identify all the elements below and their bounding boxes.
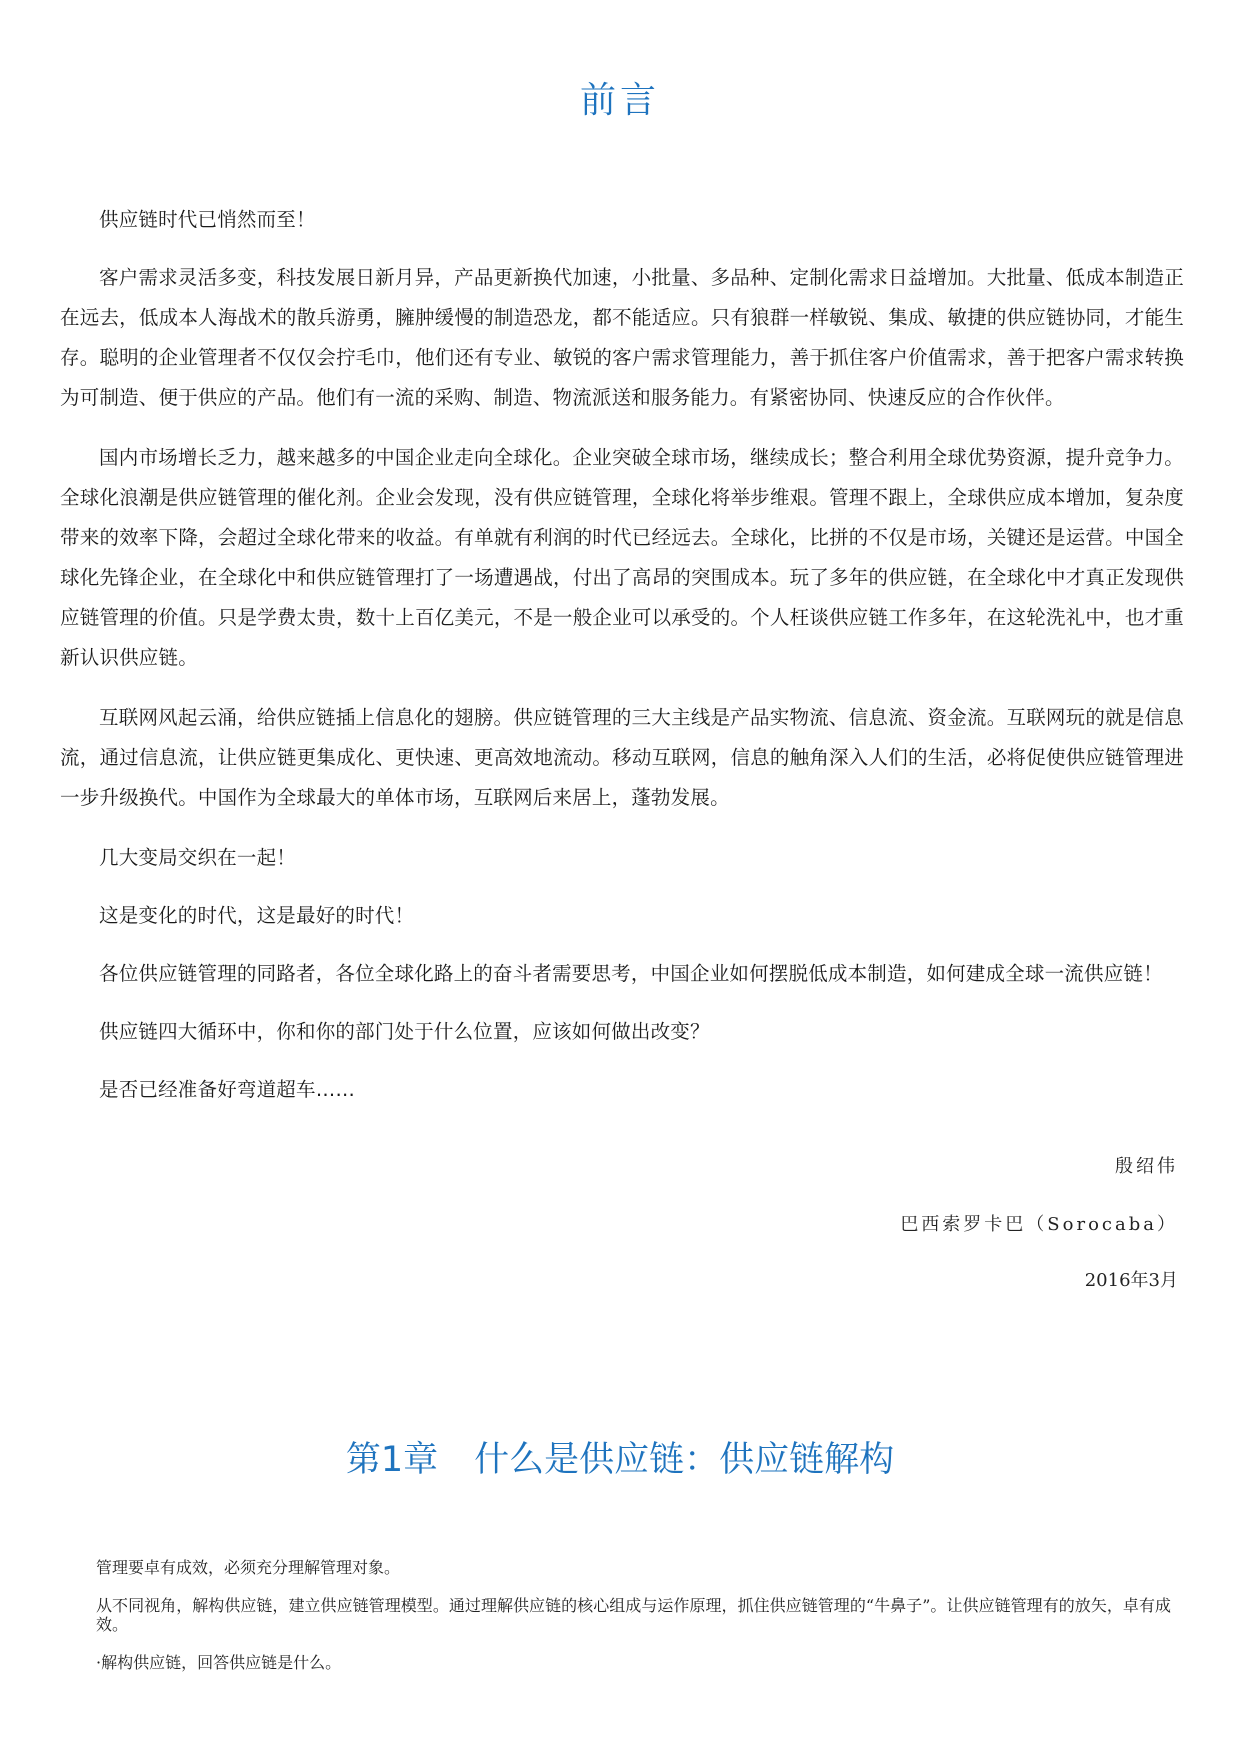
preface-paragraph: 供应链四大循环中，你和你的部门处于什么位置，应该如何做出改变？	[99, 1020, 710, 1043]
preface-paragraph: 各位供应链管理的同路者，各位全球化路上的奋斗者需要思考，中国企业如何摆脱低成本制造，如何建成全球一流供应链！	[99, 962, 1163, 985]
preface-paragraph: 这是变化的时代，这是最好的时代！	[99, 904, 415, 927]
preface-paragraph: 国内市场增长乏力，越来越多的中国企业走向全球化。企业突破全球市场，继续成长；整合利用全球优势资源，提升竞争力。全球化浪潮是供应链管理的催化剂。企业会发现，没有供应链管理，全球化将举步维艰。管理不跟上，全球供应成本增加，复杂度带来的效率下降，会超过全球化带来的收益。有单就有利润的时代已经远去。全球化，比拼的不仅是市场，关键还是运营。中国全球化先锋企业，在全球化中和供应链管理打了一场遭遇战，付出了高昂的突围成本。玩了多年的供应链，在全球化中才真正发现供应链管理的价值。只是学费太贵，数十上百亿美元，不是一般企业可以承受的。个人枉谈供应链工作多年，在这轮洗礼中，也才重新认识供应链。	[60, 446, 1184, 669]
preface-paragraph: 客户需求灵活多变，科技发展日新月异，产品更新换代加速，小批量、多品种、定制化需求日益增加。大批量、低成本制造正在远去，低成本人海战术的散兵游勇，臃肿缓慢的制造恐龙，都不能适应。只有狼群一样敏锐、集成、敏捷的供应链协同，才能生存。聪明的企业管理者不仅仅会拧毛巾，他们还有专业、敏锐的客户需求管理能力，善于抓住客户价值需求，善于把客户需求转换为可制造、便于供应的产品。他们有一流的采购、制造、物流派送和服务能力。有紧密协同、快速反应的合作伙伴。	[60, 266, 1184, 409]
preface-body	[60, 200, 1184, 1128]
signature-place: 巴西索罗卡巴（Sorocaba）	[900, 1214, 1178, 1235]
signature-author: 殷绍伟	[1115, 1156, 1178, 1177]
chapter-name: 什么是供应链：供应链解构	[474, 1440, 895, 1480]
preface-paragraph: 几大变局交织在一起！	[99, 846, 297, 869]
preface-paragraph: 互联网风起云涌，给供应链插上信息化的翅膀。供应链管理的三大主线是产品实物流、信息流、资金流。互联网玩的就是信息流，通过信息流，让供应链更集成化、更快速、更高效地流动。移动互联网，信息的触角深入人们的生活，必将促使供应链管理进一步升级换代。中国作为全球最大的单体市场，互联网后来居上，蓬勃发展。	[60, 706, 1184, 809]
chapter-intro	[96, 1558, 1171, 1691]
chapter-paragraph: ·解构供应链，回答供应链是什么。	[96, 1653, 342, 1672]
signature-date: 2016年3月	[1084, 1270, 1178, 1291]
chapter-number: 第1章	[345, 1440, 439, 1480]
chapter-paragraph: 管理要卓有成效，必须充分理解管理对象。	[96, 1558, 401, 1577]
preface-title: 前言	[579, 80, 660, 121]
chapter-title	[0, 1432, 1240, 1482]
preface-paragraph: 供应链时代已悄然而至！	[99, 208, 316, 231]
preface-paragraph: 是否已经准备好弯道超车……	[99, 1078, 356, 1101]
chapter-paragraph: 从不同视角，解构供应链，建立供应链管理模型。通过理解供应链的核心组成与运作原理，抓住供应链管理的“牛鼻子”。让供应链管理有的放矢，卓有成效。	[96, 1596, 1171, 1634]
